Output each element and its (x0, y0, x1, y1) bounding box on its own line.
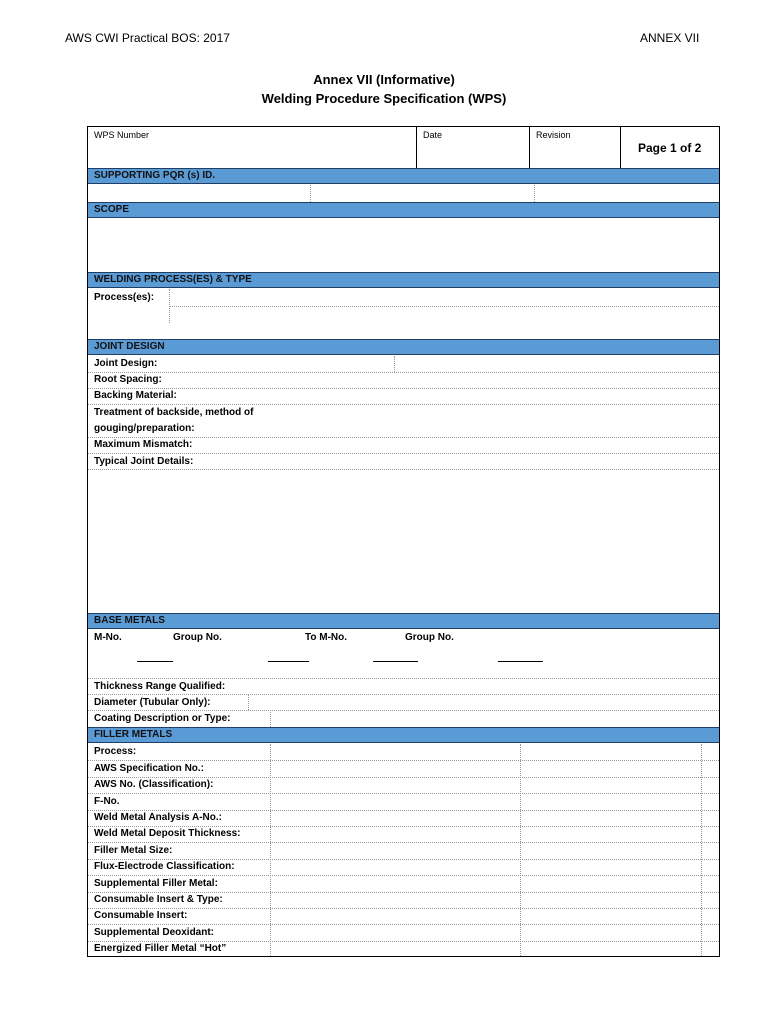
processes-label: Process(es): (94, 292, 155, 303)
diameter-label: Diameter (Tubular Only): (94, 697, 211, 708)
section-scope (88, 202, 719, 218)
group-no-blank-1[interactable] (268, 661, 309, 662)
filler-size-label: Filler Metal Size: (94, 845, 173, 856)
top-divider-2 (529, 127, 530, 168)
wps-number-label: WPS Number (94, 130, 150, 140)
pqr-divider-2 (534, 185, 535, 202)
group-no-blank-2[interactable] (498, 661, 543, 662)
section-filler-metals (88, 727, 719, 743)
base-line-2 (88, 710, 719, 711)
base-line-0 (88, 678, 719, 679)
joint-line-4 (88, 437, 719, 438)
joint-line-2 (88, 388, 719, 389)
supplemental-deoxidant-label: Supplemental Deoxidant: (94, 927, 215, 938)
annex-title: Annex VII (Informative) (313, 72, 455, 87)
page-number: Page 1 of 2 (638, 141, 702, 155)
top-divider-1 (416, 127, 417, 168)
group-no-label-2: Group No. (405, 632, 454, 643)
section-title: SCOPE (94, 204, 130, 215)
document-header-right: ANNEX VII (640, 31, 700, 45)
section-title: BASE METALS (94, 615, 165, 626)
group-no-label-1: Group No. (173, 632, 222, 643)
date-label: Date (423, 130, 443, 140)
consumable-insert-label: Consumable Insert: (94, 910, 188, 921)
backing-material-label: Backing Material: (94, 390, 177, 401)
typical-joint-details-area[interactable] (88, 470, 719, 612)
base-line-1 (88, 694, 719, 695)
thickness-range-label: Thickness Range Qualified: (94, 681, 226, 692)
top-divider-3 (620, 127, 621, 168)
wps-form (87, 126, 720, 957)
consumable-insert-type-label: Consumable Insert & Type: (94, 894, 223, 905)
section-supporting-pqr (88, 168, 719, 184)
pqr-id-field[interactable] (88, 185, 719, 202)
joint-line-5 (88, 453, 719, 454)
f-no-label: F-No. (94, 796, 120, 807)
section-title: SUPPORTING PQR (s) ID. (94, 170, 216, 181)
section-base-metals (88, 613, 719, 629)
supplemental-filler-label: Supplemental Filler Metal: (94, 878, 218, 889)
deposit-thickness-label: Weld Metal Deposit Thickness: (94, 828, 241, 839)
coating-label: Coating Description or Type: (94, 713, 231, 724)
section-title: FILLER METALS (94, 729, 173, 740)
scope-field[interactable] (88, 219, 719, 271)
filler-metals-fields[interactable] (271, 744, 719, 956)
revision-label: Revision (536, 130, 571, 140)
section-title: WELDING PROCESS(ES) & TYPE (94, 274, 252, 285)
joint-line-3 (88, 404, 719, 405)
joint-design-label: Joint Design: (94, 358, 158, 369)
section-title: JOINT DESIGN (94, 341, 165, 352)
aws-spec-label: AWS Specification No.: (94, 763, 205, 774)
hot-filler-label: Energized Filler Metal “Hot” (94, 943, 227, 954)
document-header-left: AWS CWI Practical BOS: 2017 (65, 31, 230, 45)
gouging-label: gouging/preparation: (94, 423, 195, 434)
a-no-label: Weld Metal Analysis A-No.: (94, 812, 222, 823)
backside-treatment-label: Treatment of backside, method of (94, 407, 254, 418)
to-m-no-label: To M-No. (305, 632, 348, 643)
max-mismatch-label: Maximum Mismatch: (94, 439, 193, 450)
to-m-no-blank[interactable] (373, 661, 418, 662)
m-no-blank[interactable] (137, 661, 173, 662)
aws-classification-label: AWS No. (Classification): (94, 779, 214, 790)
wps-title: Welding Procedure Specification (WPS) (261, 91, 507, 106)
typical-joint-details-label: Typical Joint Details: (94, 456, 194, 467)
flux-electrode-label: Flux-Electrode Classification: (94, 861, 235, 872)
coating-divider (270, 710, 271, 727)
joint-divider (394, 356, 395, 372)
section-joint-design (88, 339, 719, 355)
root-spacing-label: Root Spacing: (94, 374, 162, 385)
diameter-divider (248, 694, 249, 710)
m-no-label: M-No. (94, 632, 122, 643)
pqr-divider-1 (310, 185, 311, 202)
section-welding-process (88, 272, 719, 288)
processes-field[interactable] (170, 289, 719, 323)
joint-line-1 (88, 372, 719, 373)
filler-process-label: Process: (94, 746, 137, 757)
